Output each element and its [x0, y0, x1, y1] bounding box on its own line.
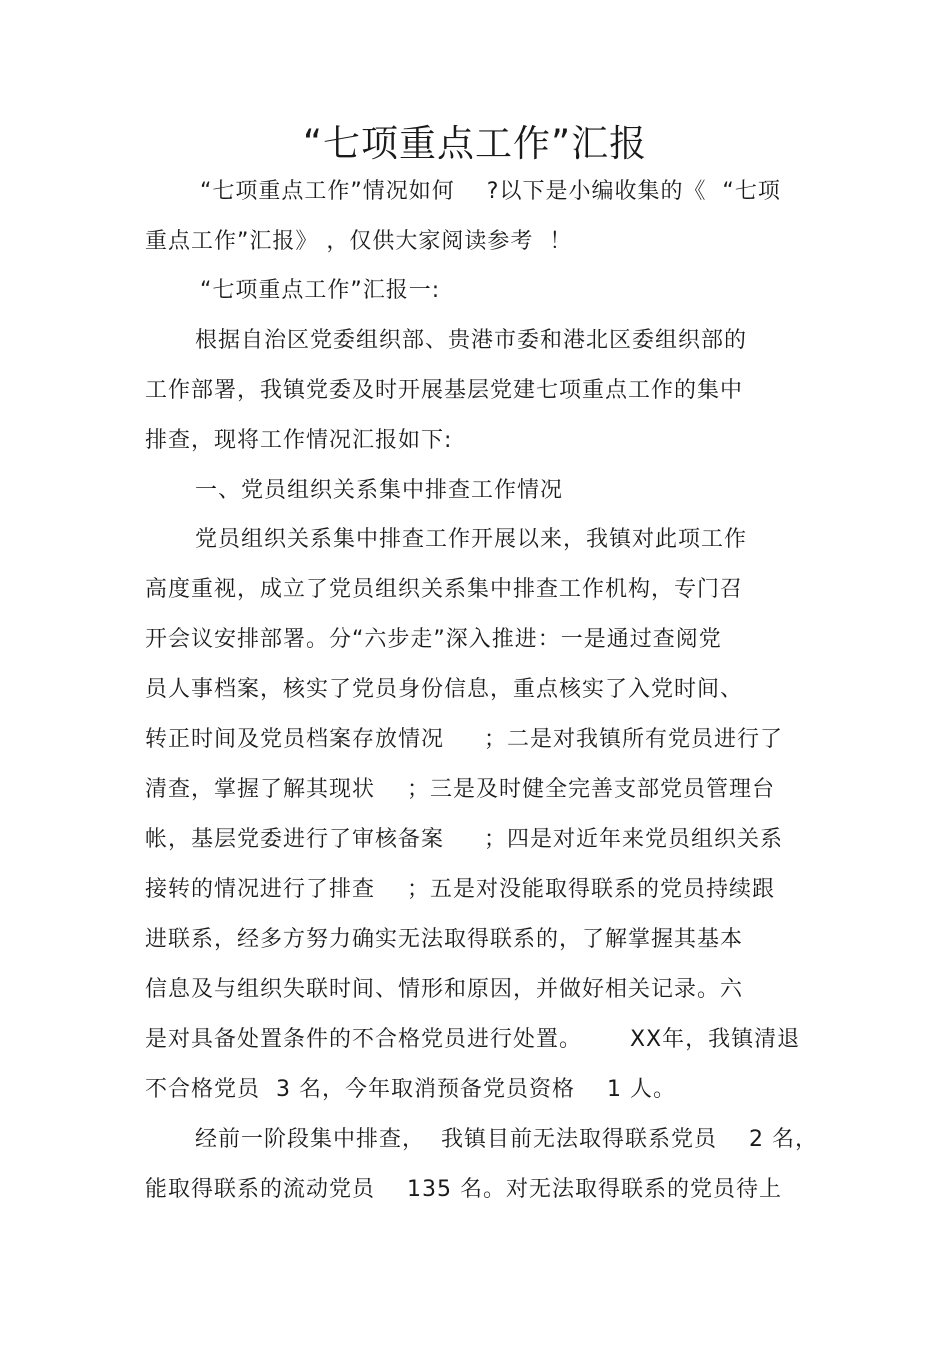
paragraph-line: 信息及与组织失联时间、情形和原因，并做好相关记录。六 [145, 977, 744, 1002]
paragraph-line: 经前一阶段集中排查， 我镇目前无法取得联系党员 2 名， [195, 1127, 818, 1152]
paragraph-line: 高度重视，成立了党员组织关系集中排查工作机构，专门召 [145, 577, 744, 602]
paragraph-line: 根据自治区党委组织部、贵港市委和港北区委组织部的 [195, 328, 748, 353]
document-title: “七项重点工作”汇报 [302, 122, 648, 165]
paragraph-line: 转正时间及党员档案存放情况 ；二是对我镇所有党员进行了 [145, 727, 783, 752]
paragraph-line: 工作部署，我镇党委及时开展基层党建七项重点工作的集中 [145, 378, 744, 403]
paragraph-line: 接转的情况进行了排查 ；五是对没能取得联系的党员持续跟 [145, 877, 775, 902]
paragraph-line: 不合格党员 3 名，今年取消预备党员资格 1 人。 [145, 1077, 676, 1102]
paragraph-line: 能取得联系的流动党员 135 名。对无法取得联系的党员待上 [145, 1177, 782, 1202]
paragraph-line: 是对具备处置条件的不合格党员进行处置。 XX年，我镇清退 [145, 1027, 801, 1052]
paragraph-line: 员人事档案，核实了党员身份信息，重点核实了入党时间、 [145, 677, 744, 702]
paragraph-line: 开会议安排部署。分“六步走”深入推进：一是通过查阅党 [145, 627, 722, 652]
section-heading: 一、党员组织关系集中排查工作情况 [195, 478, 564, 503]
paragraph-line: “七项重点工作”情况如何 ?以下是小编收集的《 “七项 [200, 179, 781, 204]
paragraph-line: “七项重点工作”汇报一: [200, 278, 441, 303]
paragraph-line: 排查，现将工作情况汇报如下: [145, 428, 453, 453]
paragraph-line: 进联系，经多方努力确实无法取得联系的，了解掌握其基本 [145, 927, 744, 952]
paragraph-line: 重点工作”汇报》 ，仅供大家阅读参考 ！ [145, 229, 573, 254]
paragraph-line: 帐，基层党委进行了审核备案 ；四是对近年来党员组织关系 [145, 827, 783, 852]
paragraph-line: 清查，掌握了解其现状 ；三是及时健全完善支部党员管理台 [145, 777, 775, 802]
paragraph-line: 党员组织关系集中排查工作开展以来，我镇对此项工作 [195, 527, 748, 552]
